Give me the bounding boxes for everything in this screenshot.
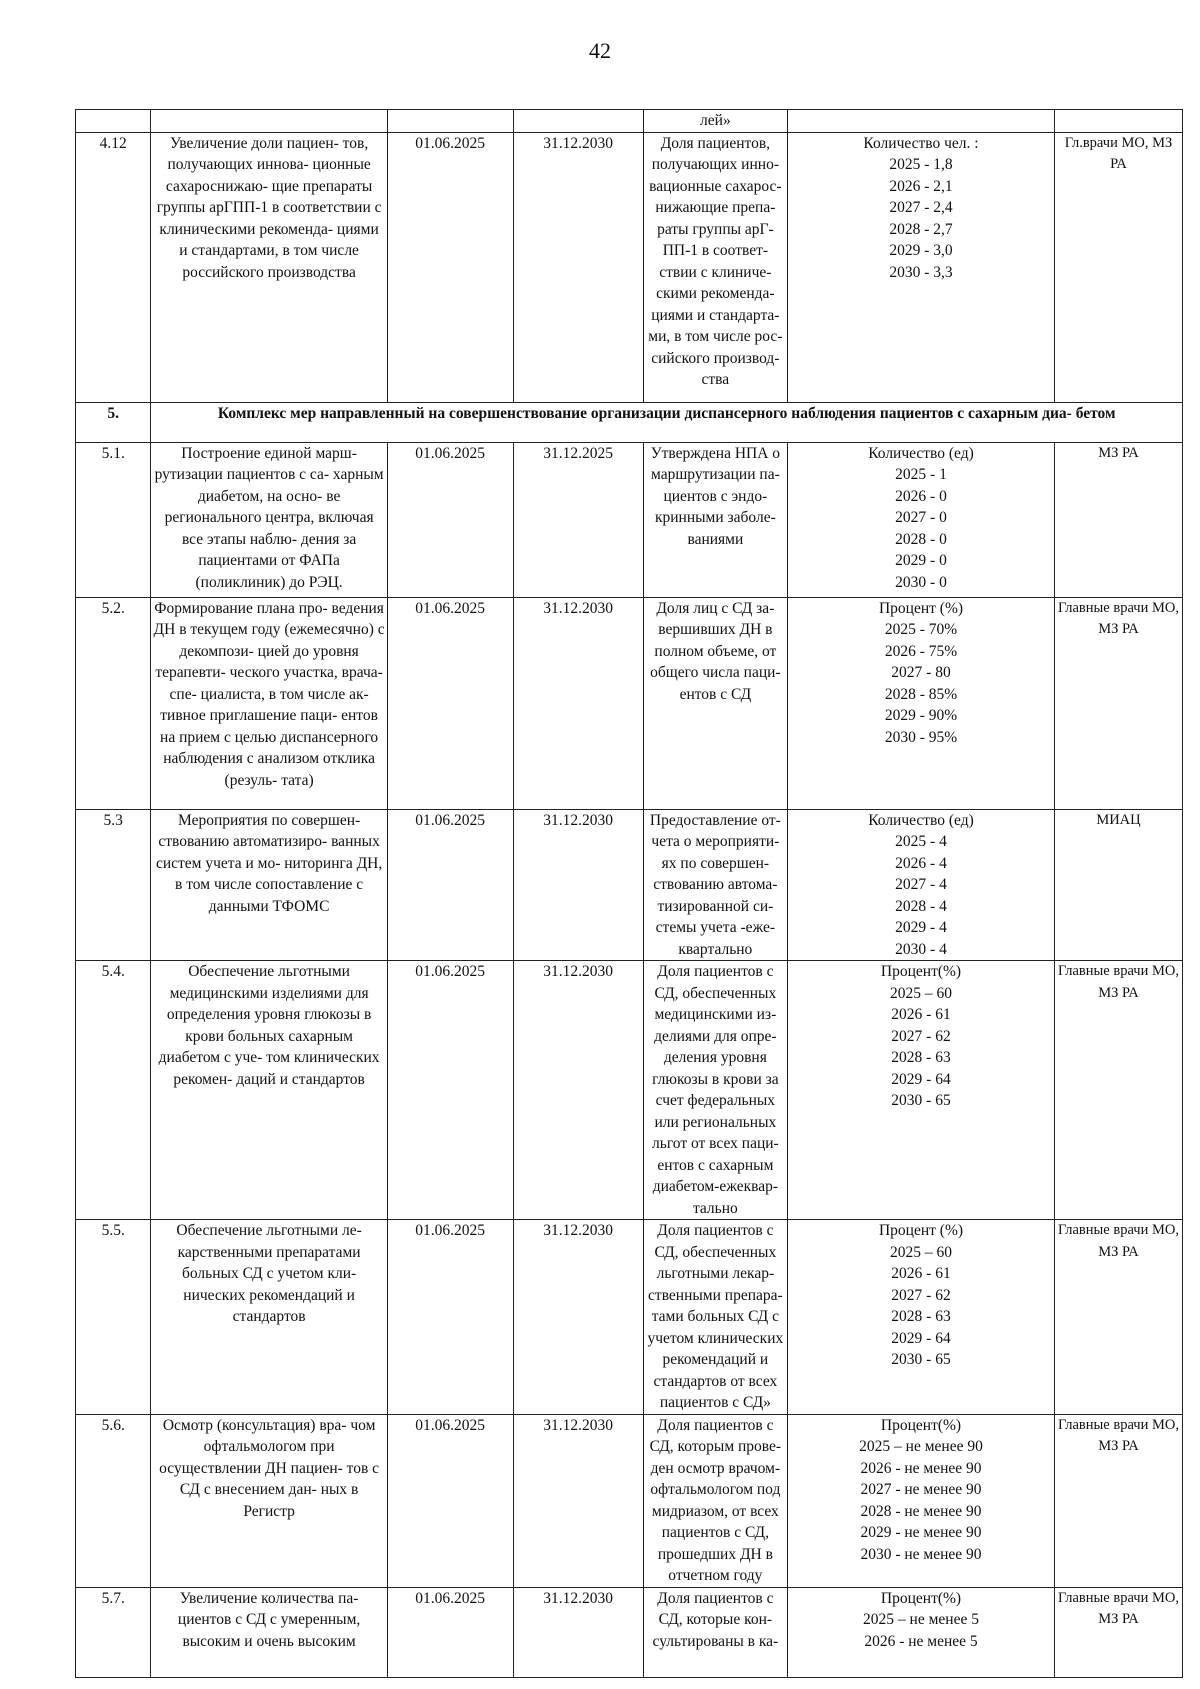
table-row — [76, 1220, 1183, 1415]
row-number-cell: 5.6. — [76, 1414, 151, 1587]
indicator-cell: Доля пациентов с СД, обеспеченных льготными лекар- ственными препара- тами больных СД с учетом клинических рекомендаций и стандартов от всех пациентов с СД» — [643, 1220, 787, 1415]
target-value: 2029 - 0 — [895, 552, 947, 569]
measure-name-cell: Обеспечение льготными ле- карственными препаратами больных СД с учетом кли- нических рекомендаций и стандартов — [151, 1220, 387, 1415]
end-date-cell: 31.12.2030 — [513, 809, 643, 961]
indicator-cell: Доля пациентов с СД, обеспеченных медицинскими из- делиями для опре- деления уровня глюкозы в крови за счет федеральных или региональных льгот от всех паци- ентов с сахарным диабетом-ежеквар- тально — [643, 961, 787, 1220]
end-date-cell: 31.12.2030 — [513, 1220, 643, 1415]
target-value: Процент(%) — [880, 963, 962, 980]
measure-name-cell: Увеличение доли пациен- тов, получающих иннова- ционные сахароснижаю- щие препараты группы арГПП-1 в соответствии с клиническими рекоменда- циями и стандартами, в том числе российского производства — [151, 132, 387, 402]
end-date-cell: 31.12.2030 — [513, 961, 643, 1220]
responsible-cell: Главные врачи МО, МЗ РА — [1054, 1414, 1182, 1587]
measure-name-cell: Построение единой марш- рутизации пациентов с са- харным диабетом, на осно- ве регионального центра, включая все этапы наблю- дения за пациентами от ФАПа (поликлиник) до РЭЦ. — [151, 442, 387, 597]
target-values-cell — [788, 1587, 1055, 1677]
target-value: Процент(%) — [880, 1416, 962, 1434]
measure-name-cell: Увеличение количества па- циентов с СД с умеренным, высоким и очень высоким — [151, 1587, 387, 1677]
responsible-cell: Главные врачи МО, МЗ РА — [1054, 597, 1182, 809]
responsible-cell: МЗ РА — [1054, 442, 1182, 597]
target-value: 2025 – не менее 90 — [859, 1438, 983, 1455]
target-value: Процент (%) — [878, 1222, 964, 1239]
table-row — [76, 1414, 1183, 1587]
start-date-cell: 01.06.2025 — [387, 442, 513, 597]
target-value: 2029 - 64 — [891, 1070, 951, 1088]
target-value: 2026 - не менее 90 — [860, 1459, 982, 1477]
target-value: 2028 - не менее 90 — [860, 1502, 982, 1520]
target-value: Процент(%) — [880, 1589, 962, 1607]
responsible-cell: Главные врачи МО, МЗ РА — [1054, 1220, 1182, 1415]
table-row — [76, 110, 1183, 133]
responsible-cell: МИАЦ — [1054, 809, 1182, 961]
row-number-cell: 5.7. — [76, 1587, 151, 1677]
end-date-cell: 31.12.2030 — [513, 1414, 643, 1587]
row-number-cell: 5.3 — [76, 809, 151, 961]
responsible-cell: Гл.врачи МО, МЗ РА — [1054, 132, 1182, 402]
target-values-cell — [788, 961, 1055, 1220]
indicator-cell: Доля лиц с СД за- вершивших ДН в полном объеме, от общего числа паци- ентов с СД — [643, 597, 787, 809]
start-date-cell: 01.06.2025 — [387, 1587, 513, 1677]
measure-name-cell: Мероприятия по совершен- ствованию автоматизиро- ванных систем учета и мо- ниторинга ДН, в том числе сопоставление с данными ТФОМС — [151, 809, 387, 961]
target-values-cell — [788, 597, 1055, 809]
table-row — [76, 809, 1183, 961]
responsible-cell: Главные врачи МО, МЗ РА — [1054, 961, 1182, 1220]
indicator-cell: Доля пациентов, получающих инно- вационные сахарос- нижающие препа- раты группы арГ- ПП-1 в соответ- ствии с клиниче- скими рекоменда- циями и стандарта- ми, в том числе рос- сийского производ- ства — [643, 132, 787, 402]
target-value: 2027 - 62 — [891, 1286, 951, 1304]
table-row — [76, 597, 1183, 809]
section-row — [76, 402, 1183, 442]
table-row — [76, 961, 1183, 1220]
target-values-cell — [788, 1220, 1055, 1415]
target-value: 2027 - 62 — [891, 1027, 951, 1045]
responsible-cell: Главные врачи МО, МЗ РА — [1054, 1587, 1182, 1677]
target-value: 2025 – 60 — [890, 984, 952, 1002]
target-value: 2029 - 90% — [884, 707, 958, 724]
target-value: 2026 - 61 — [891, 1006, 951, 1023]
section-title: Комплекс мер направленный на совершенствование организации диспансерного наблюдения пациентов с сахарным диа- бетом — [151, 402, 1183, 442]
target-values-cell — [788, 442, 1055, 597]
end-date-cell: 31.12.2025 — [513, 442, 643, 597]
target-value: 2029 - не менее 90 — [860, 1524, 982, 1541]
indicator-cell: Доля пациентов с СД, которым прове- ден осмотр врачом- офтальмологом под мидриазом, от всех пациентов с СД, прошедших ДН в отчетном году — [643, 1414, 787, 1587]
start-date-cell: 01.06.2025 — [387, 132, 513, 402]
target-value: 2026 - не менее 5 — [864, 1632, 978, 1650]
target-value: 2027 - 80 — [891, 664, 951, 681]
target-value: 2030 - 3,3 — [889, 263, 953, 281]
end-date-cell: 31.12.2030 — [513, 132, 643, 402]
target-value: 2025 – не менее 5 — [863, 1611, 979, 1628]
target-value: 2025 - 70% — [884, 621, 958, 638]
start-date-cell: 01.06.2025 — [387, 1220, 513, 1415]
indicator-cell: лей» — [643, 110, 787, 133]
target-value: 2025 - 1,8 — [889, 156, 953, 173]
start-date-cell: 01.06.2025 — [387, 961, 513, 1220]
target-value: 2026 - 4 — [895, 854, 947, 872]
start-date-cell: 01.06.2025 — [387, 597, 513, 809]
target-value: 2028 - 63 — [891, 1308, 951, 1325]
target-value: 2030 - 65 — [891, 1092, 951, 1109]
target-value: 2027 - 0 — [895, 509, 947, 526]
target-value: 2030 - не менее 90 — [860, 1545, 982, 1563]
target-value: 2029 - 3,0 — [889, 242, 953, 259]
target-value: 2025 – 60 — [890, 1243, 952, 1261]
target-value: 2030 - 95% — [884, 728, 958, 746]
table-row — [76, 132, 1183, 402]
measure-name-cell: Формирование плана про- ведения ДН в текущем году (ежемесячно) с декомпози- цией до уровня терапевти- ческого участка, врача-спе- циалиста, в том числе ак- тивное приглашение паци- ентов на прием с целью диспансерного наблюдения с анализом отклика (резуль- тата) — [151, 597, 387, 809]
row-number-cell: 5.1. — [76, 442, 151, 597]
target-values-cell — [788, 809, 1055, 961]
indicator-cell: Предоставление от- чета о мероприяти- ях по совершен- ствованию автома- тизированной си- стемы учета -еже- квартально — [643, 809, 787, 961]
target-value: 2029 - 4 — [895, 919, 947, 936]
target-value: 2025 - 1 — [895, 466, 947, 483]
target-value: 2025 - 4 — [895, 833, 947, 850]
target-value: 2027 - 2,4 — [889, 199, 953, 216]
page-number: 42 — [589, 38, 611, 63]
target-value: 2028 - 2,7 — [889, 220, 953, 238]
target-value: 2026 - 0 — [895, 487, 947, 505]
indicator-cell: Доля пациентов с СД, которые кон- сультированы в ка- — [643, 1587, 787, 1677]
target-value: 2028 - 0 — [895, 530, 947, 548]
row-number-cell: 5.2. — [76, 597, 151, 809]
target-value: 2030 - 4 — [895, 940, 947, 958]
target-value: 2030 - 65 — [891, 1351, 951, 1368]
target-values-cell — [788, 1414, 1055, 1587]
measure-name-cell: Обеспечение льготными медицинскими изделиями для определения уровня глюкозы в крови больных сахарным диабетом с уче- том клинических рекомен- даций и стандартов — [151, 961, 387, 1220]
end-date-cell: 31.12.2030 — [513, 1587, 643, 1677]
target-value: 2028 - 63 — [891, 1049, 951, 1066]
row-number-cell: 4.12 — [76, 132, 151, 402]
indicator-cell: Утверждена НПА о маршрутизации па- циентов с эндо- кринными заболе- ваниями — [643, 442, 787, 597]
target-value: 2026 - 75% — [884, 642, 958, 660]
target-value: 2030 - 0 — [895, 573, 947, 591]
row-number-cell: 5.4. — [76, 961, 151, 1220]
target-value: Количество (ед) — [868, 811, 974, 829]
target-value: 2027 - 4 — [895, 876, 947, 893]
target-value: 2026 - 61 — [891, 1265, 951, 1282]
start-date-cell: 01.06.2025 — [387, 1414, 513, 1587]
row-number-cell: 5.5. — [76, 1220, 151, 1415]
measure-name-cell: Осмотр (консультация) вра- чом офтальмологом при осуществлении ДН пациен- тов с СД с внесением дан- ных в Регистр — [151, 1414, 387, 1587]
target-value: 2027 - не менее 90 — [860, 1481, 982, 1498]
target-value: 2028 - 85% — [884, 685, 958, 703]
start-date-cell: 01.06.2025 — [387, 809, 513, 961]
section-number: 5. — [76, 402, 151, 442]
target-value: Количество чел. : — [863, 134, 979, 152]
target-value: Количество (ед) — [868, 444, 974, 462]
target-values-cell — [788, 132, 1055, 402]
action-plan-table — [75, 109, 1183, 1678]
target-value: 2028 - 4 — [895, 897, 947, 915]
table-row — [76, 1587, 1183, 1677]
table-row — [76, 442, 1183, 597]
target-value: 2029 - 64 — [891, 1329, 951, 1347]
end-date-cell: 31.12.2030 — [513, 597, 643, 809]
target-value: 2026 - 2,1 — [889, 177, 953, 195]
target-value: Процент (%) — [878, 599, 964, 617]
